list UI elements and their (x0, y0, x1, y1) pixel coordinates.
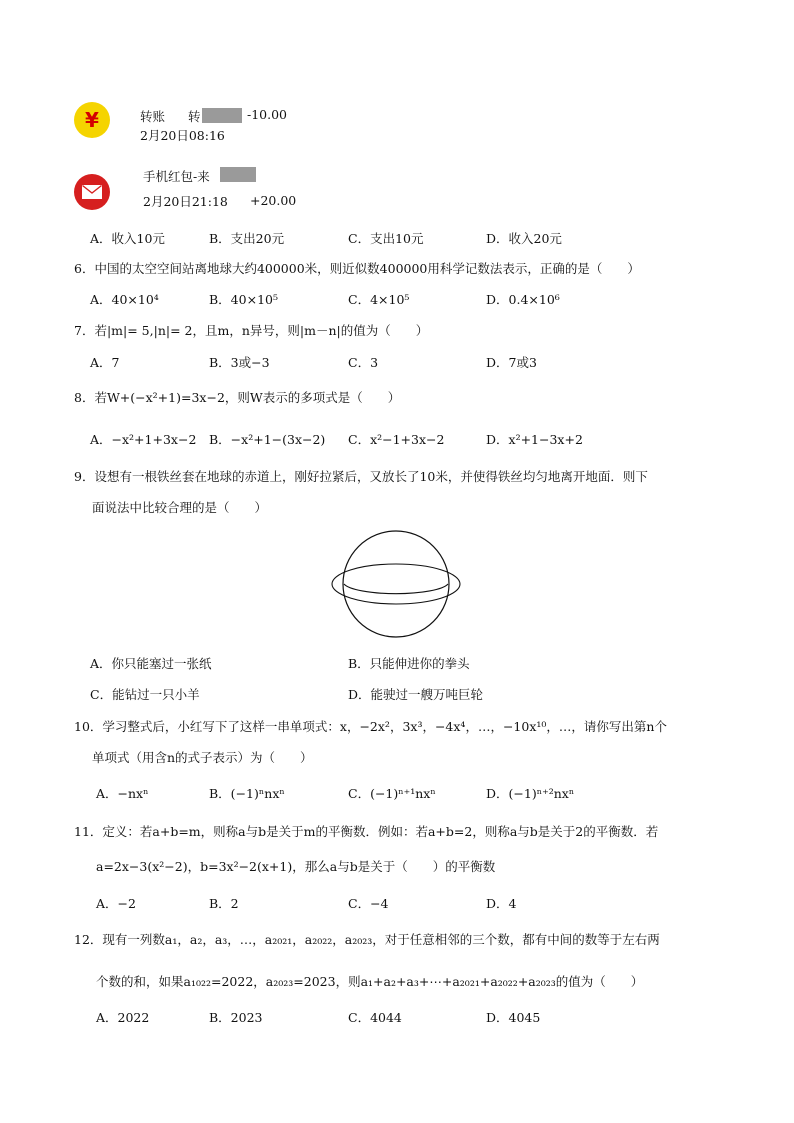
q9-option-b: B．只能伸进你的拳头 (348, 656, 470, 671)
tx1-to: 转 (188, 109, 201, 124)
q9-option-d: D．能驶过一艘万吨巨轮 (348, 687, 484, 702)
q6-stem: 6．中国的太空空间站离地球大约400000米，则近似数400000用科学记数法表示，正确的是（ ） (74, 261, 640, 276)
tx2-title: 手机红包-来 (143, 169, 210, 184)
q8-option-b: B．−x²+1−(3x−2) (209, 432, 326, 447)
redacted-name (220, 167, 256, 182)
q10-option-d: D．(−1)ⁿ⁺²nxⁿ (486, 786, 575, 801)
q7-option-c: C．3 (348, 355, 379, 370)
tx1-title: 转账 (140, 109, 166, 124)
tx1-time: 2月20日08:16 (140, 128, 225, 143)
q10-option-b: B．(−1)ⁿnxⁿ (209, 786, 285, 801)
q6-option-a: A．40×10⁴ (90, 292, 159, 307)
earth-wire-figure (328, 528, 464, 640)
tx2-time: 2月20日21:18 (143, 194, 228, 209)
q11-option-d: D．4 (486, 896, 517, 911)
q12-stem-line1: 12．现有一列数a₁，a₂，a₃，…，a₂₀₂₁，a₂₀₂₂，a₂₀₂₃，对于任意相邻的三个数，都有中间的数等于左右两 (74, 932, 660, 947)
envelope-icon (74, 174, 110, 210)
q8-option-d: D．x²+1−3x+2 (486, 432, 583, 447)
q11-option-b: B．2 (209, 896, 239, 911)
q5-option-c: C．支出10元 (348, 231, 424, 246)
q11-stem-line1: 11．定义：若a+b=m，则称a与b是关于m的平衡数．例如：若a+b=2，则称a与b是关于2的平衡数．若 (74, 824, 659, 839)
q12-stem-line2: 个数的和，如果a₁₀₂₂=2022，a₂₀₂₃=2023，则a₁+a₂+a₃+⋯+a₂₀₂₁+a₂₀₂₂+a₂₀₂₃的值为（ ） (96, 974, 644, 989)
q11-option-a: A．−2 (96, 896, 136, 911)
q7-option-b: B．3或−3 (209, 355, 270, 370)
tx2-amount: +20.00 (250, 193, 297, 208)
yen-icon: ¥ (74, 102, 110, 138)
q5-option-b: B．支出20元 (209, 231, 285, 246)
q7-option-a: A．7 (90, 355, 120, 370)
q9-option-a: A．你只能塞过一张纸 (90, 656, 212, 671)
tx1-amount: -10.00 (247, 107, 288, 122)
q9-stem-line2: 面说法中比较合理的是（ ） (92, 500, 268, 515)
q8-stem: 8．若W+(−x²+1)=3x−2，则W表示的多项式是（ ） (74, 390, 401, 405)
q7-option-d: D．7或3 (486, 355, 537, 370)
q10-stem-line1: 10．学习整式后，小红写下了这样一串单项式：x，−2x²，3x³，−4x⁴，…，−10x¹⁰，…，请你写出第n个 (74, 719, 667, 734)
q5-option-a: A．收入10元 (90, 231, 165, 246)
q12-option-b: B．2023 (209, 1010, 263, 1025)
q6-option-b: B．40×10⁵ (209, 292, 278, 307)
q10-option-a: A．−nxⁿ (96, 786, 149, 801)
q7-stem: 7．若|m|= 5,|n|= 2，且m，n异号，则|m－n|的值为（ ） (74, 323, 429, 338)
q6-option-c: C．4×10⁵ (348, 292, 410, 307)
q6-option-d: D．0.4×10⁶ (486, 292, 560, 307)
q8-option-a: A．−x²+1+3x−2 (90, 432, 197, 447)
q12-option-c: C．4044 (348, 1010, 402, 1025)
q11-option-c: C．−4 (348, 896, 389, 911)
q8-option-c: C．x²−1+3x−2 (348, 432, 445, 447)
q10-option-c: C．(−1)ⁿ⁺¹nxⁿ (348, 786, 436, 801)
q11-stem-line2: a=2x−3(x²−2)，b=3x²−2(x+1)，那么a与b是关于（ ）的平衡数 (96, 859, 496, 874)
q12-option-d: D．4045 (486, 1010, 541, 1025)
q10-stem-line2: 单项式（用含n的式子表示）为（ ） (92, 750, 313, 765)
redacted-name (202, 108, 242, 123)
q9-option-c: C．能钻过一只小羊 (90, 687, 200, 702)
q9-stem-line1: 9．设想有一根铁丝套在地球的赤道上，刚好拉紧后，又放长了10米，并使得铁丝均匀地离开地面．则下 (74, 469, 648, 484)
q12-option-a: A．2022 (96, 1010, 150, 1025)
q5-option-d: D．收入20元 (486, 231, 562, 246)
